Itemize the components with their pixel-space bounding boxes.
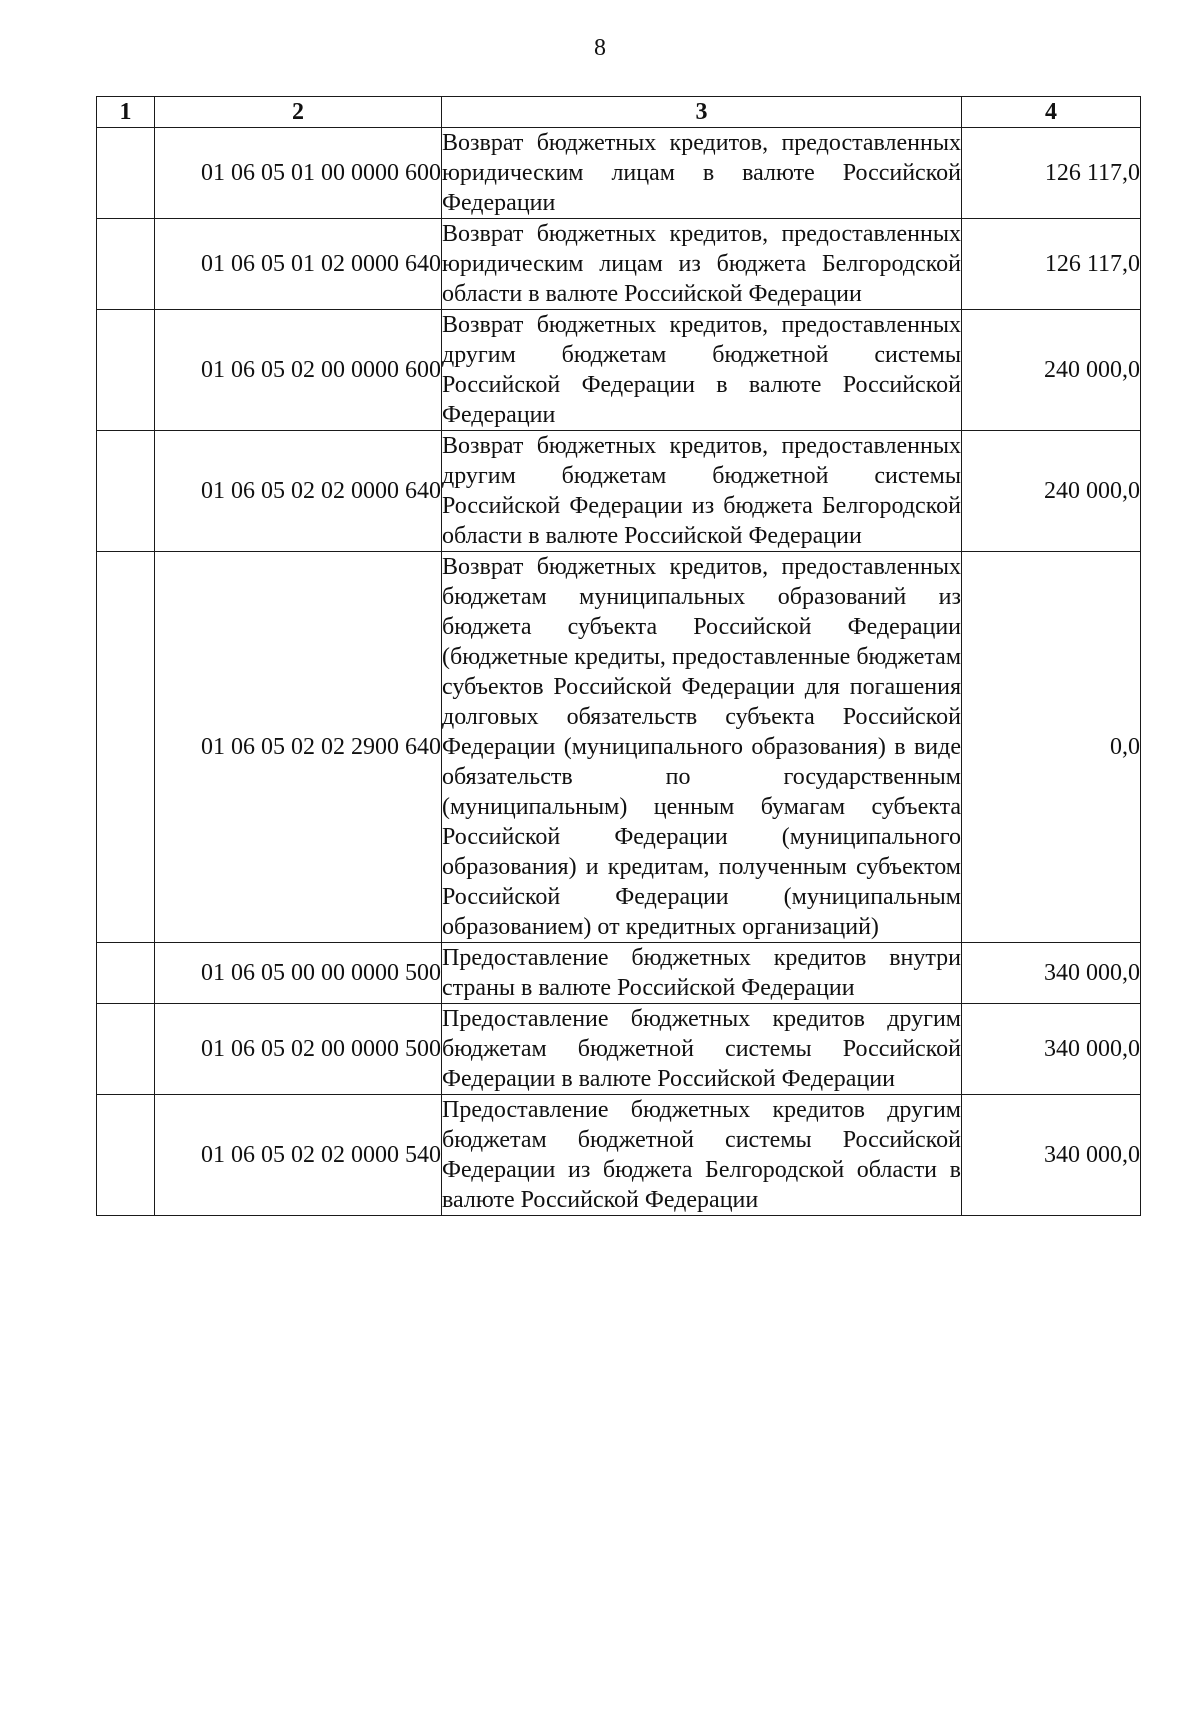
budget-code-cell: 01 06 05 01 00 0000 600 xyxy=(155,128,442,219)
amount-cell: 340 000,0 xyxy=(962,1095,1141,1216)
row-number-cell xyxy=(97,128,155,219)
description-cell: Возврат бюджетных кредитов, предоставленных другим бюджетам бюджетной системы Российской Федерации в валюте Российской Федерации xyxy=(442,310,962,431)
row-number-cell xyxy=(97,1004,155,1095)
amount-cell: 126 117,0 xyxy=(962,128,1141,219)
table-row xyxy=(97,943,1141,1004)
budget-sources-table xyxy=(96,96,1141,1216)
column-header-3: 3 xyxy=(442,97,962,128)
budget-code-cell: 01 06 05 02 00 0000 600 xyxy=(155,310,442,431)
budget-code-cell: 01 06 05 02 00 0000 500 xyxy=(155,1004,442,1095)
description-cell: Предоставление бюджетных кредитов внутри страны в валюте Российской Федерации xyxy=(442,943,962,1004)
row-number-cell xyxy=(97,552,155,943)
description-cell: Предоставление бюджетных кредитов другим бюджетам бюджетной системы Российской Федерации в валюте Российской Федерации xyxy=(442,1004,962,1095)
budget-code-cell: 01 06 05 01 02 0000 640 xyxy=(155,219,442,310)
row-number-cell xyxy=(97,310,155,431)
table-row xyxy=(97,552,1141,943)
table-header-row xyxy=(97,97,1141,128)
budget-code-cell: 01 06 05 02 02 2900 640 xyxy=(155,552,442,943)
table-row xyxy=(97,1004,1141,1095)
budget-code-cell: 01 06 05 02 02 0000 540 xyxy=(155,1095,442,1216)
amount-cell: 340 000,0 xyxy=(962,943,1141,1004)
amount-cell: 240 000,0 xyxy=(962,431,1141,552)
amount-cell: 126 117,0 xyxy=(962,219,1141,310)
row-number-cell xyxy=(97,431,155,552)
table-row xyxy=(97,128,1141,219)
table-row xyxy=(97,310,1141,431)
column-header-1: 1 xyxy=(97,97,155,128)
column-header-4: 4 xyxy=(962,97,1141,128)
page-number: 8 xyxy=(594,35,606,61)
description-cell: Возврат бюджетных кредитов, предоставленных бюджетам муниципальных образований из бюджета субъекта Российской Федерации (бюджетные кредиты, предоставленные бюджетам субъектов Российской Федерации для погашения долговых обязательств субъекта Российской Федерации (муниципального образования) в виде обязательств по государственным (муниципальным) ценным бумагам субъекта Российской Федерации (муниципального образования) и кредитам, полученным субъектом Российской Федерации (муниципальным образованием) от кредитных организаций) xyxy=(442,552,962,943)
amount-cell: 240 000,0 xyxy=(962,310,1141,431)
row-number-cell xyxy=(97,219,155,310)
table-body xyxy=(97,128,1141,1216)
description-cell: Предоставление бюджетных кредитов другим бюджетам бюджетной системы Российской Федерации из бюджета Белгородской области в валюте Российской Федерации xyxy=(442,1095,962,1216)
table-row xyxy=(97,431,1141,552)
table-row xyxy=(97,1095,1141,1216)
row-number-cell xyxy=(97,943,155,1004)
description-cell: Возврат бюджетных кредитов, предоставленных юридическим лицам в валюте Российской Федерации xyxy=(442,128,962,219)
budget-code-cell: 01 06 05 02 02 0000 640 xyxy=(155,431,442,552)
description-cell: Возврат бюджетных кредитов, предоставленных юридическим лицам из бюджета Белгородской области в валюте Российской Федерации xyxy=(442,219,962,310)
description-cell: Возврат бюджетных кредитов, предоставленных другим бюджетам бюджетной системы Российской Федерации из бюджета Белгородской области в валюте Российской Федерации xyxy=(442,431,962,552)
amount-cell: 340 000,0 xyxy=(962,1004,1141,1095)
row-number-cell xyxy=(97,1095,155,1216)
table-row xyxy=(97,219,1141,310)
amount-cell: 0,0 xyxy=(962,552,1141,943)
column-header-2: 2 xyxy=(155,97,442,128)
budget-code-cell: 01 06 05 00 00 0000 500 xyxy=(155,943,442,1004)
